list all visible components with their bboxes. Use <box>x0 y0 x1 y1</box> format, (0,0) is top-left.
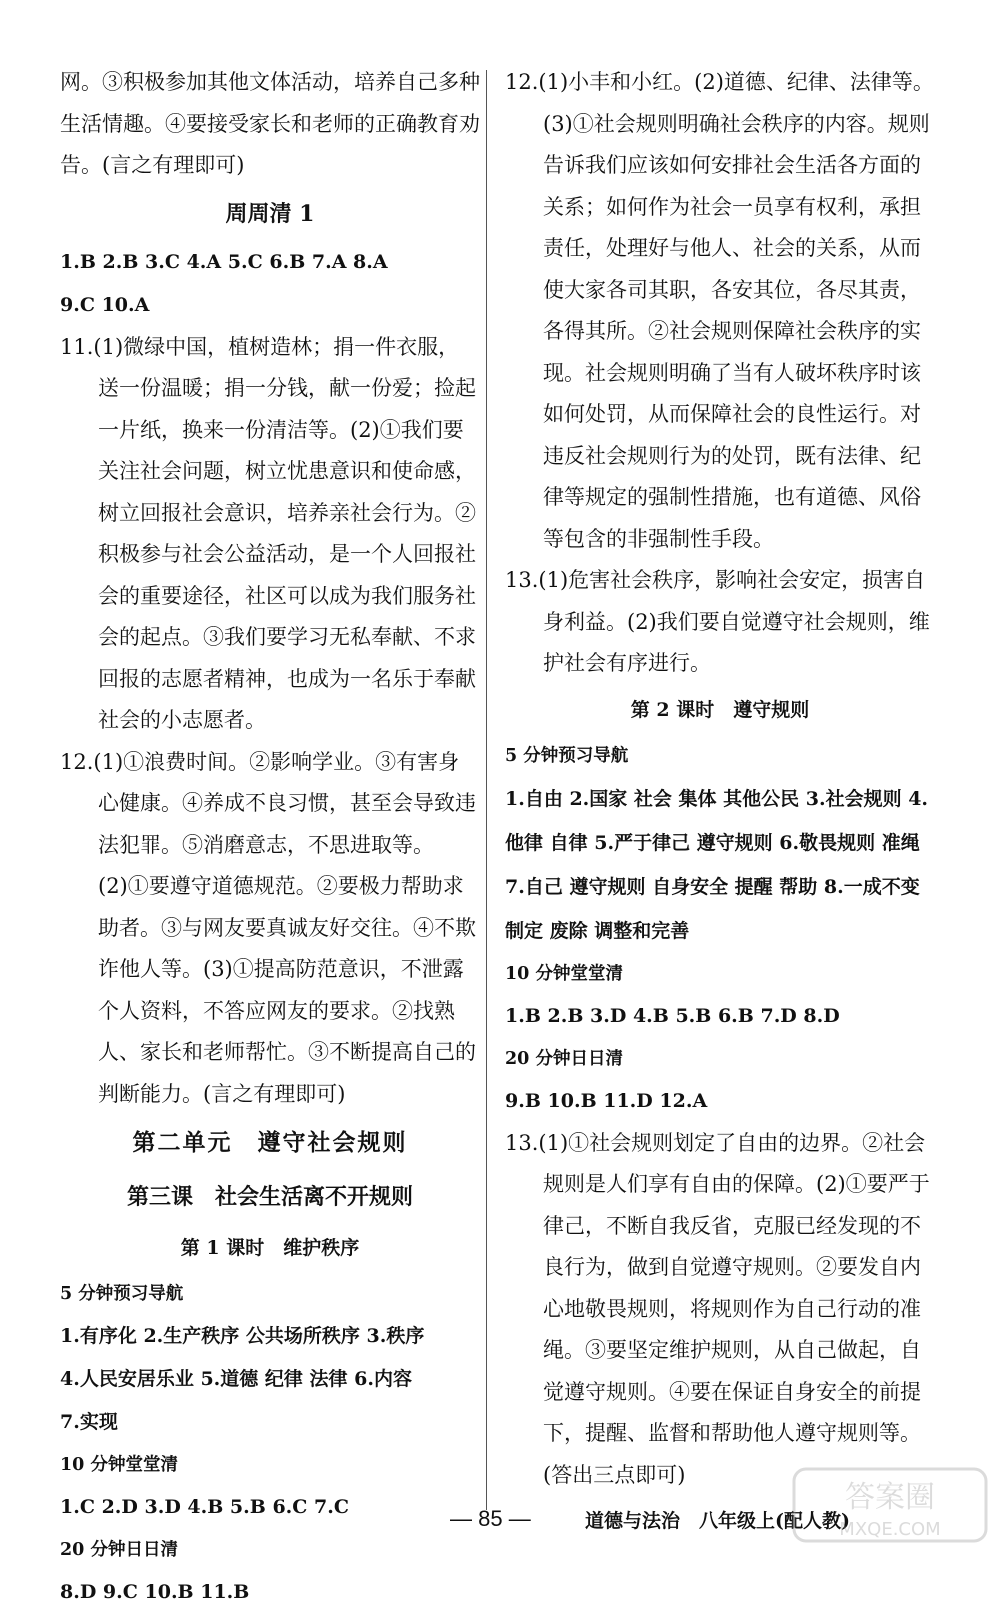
preview-answers: 4.人民安居乐业 5.道德 纪律 法律 6.内容 <box>60 1368 412 1390</box>
unit-title: 第二单元 遵守社会规则 <box>132 1129 408 1156</box>
section-daily: 20 分钟日日清 <box>505 1048 623 1069</box>
class-answers: 1.C 2.D 3.D 4.B 5.B 6.C 7.C <box>60 1496 349 1518</box>
right-column <box>505 62 935 1496</box>
book-subject: 道德与法治 八年级上(配人教) <box>585 1510 850 1532</box>
daily-answers: 8.D 9.C 10.B 11.B <box>60 1581 250 1603</box>
question-11-answer: 11.(1)微绿中国，植树造林；捐一件衣服，送一份温暖；捐一分钱，献一份爱；捡起一片纸，换来一份清洁等。(2)①我们要关注社会问题，树立忧患意识和使命感，树立回报社会意识，培养亲社会行为。②积极参与社会公益活动，是一个人回报社会的重要途径，社区可以成为我们服务社会的起点。③我们要学习无私奉献、不求回报的志愿者精神，也成为一名乐于奉献社会的小志愿者。 <box>60 334 476 732</box>
watermark-logo <box>790 1465 990 1545</box>
lesson-title: 第三课 社会生活离不开规则 <box>126 1184 413 1210</box>
week-review-title: 周周清 1 <box>225 200 315 227</box>
question-12-answer: 12.(1)小丰和小红。(2)道德、纪律、法律等。(3)①社会规则明确社会秩序的内容。规则告诉我们应该如何安排社会生活各方面的关系；如何作为社会一员享有权利，承担责任，处理好与他人、社会的关系，从而使大家各司其职，各安其位，各尽其责，各得其所。②社会规则保障社会秩序的实现。社会规则明确了当有人破坏秩序时该如何处罚，从而保障社会的良性运行。对违反社会规则行为的处罚，既有法律、纪律等规定的强制性措施，也有道德、风俗等包含的非强制性手段。 <box>505 70 934 551</box>
answer-line: 1.B 2.B 3.C 4.A 5.C 6.B 7.A 8.A <box>60 250 388 273</box>
section-preview: 5 分钟预习导航 <box>60 1284 184 1304</box>
class-answers: 1.B 2.B 3.D 4.B 5.B 6.B 7.D 8.D <box>505 1004 840 1027</box>
preview-answers: 7.实现 <box>60 1411 118 1433</box>
preview-answers: 1.自由 2.国家 社会 集体 其他公民 3.社会规则 4.他律 自律 5.严于律己 遵守规则 6.敬畏规则 准绳 7.自己 遵守规则 自身安全 提醒 帮助 8.一成不变 制定 废除 调整和完善 <box>505 787 929 942</box>
section-preview: 5 分钟预习导航 <box>505 745 629 766</box>
answer-line: 9.C 10.A <box>60 293 150 316</box>
paragraph-continuation: 网。③积极参加其他文体活动，培养自己多种生活情趣。④要接受家长和老师的正确教育劝告。(言之有理即可) <box>60 70 480 177</box>
daily-answers: 9.B 10.B 11.D 12.A <box>505 1089 708 1112</box>
column-divider <box>486 70 487 1510</box>
period-title: 第 2 课时 遵守规则 <box>630 698 810 721</box>
watermark-url: MXQE.COM <box>839 1519 941 1540</box>
watermark-text: 答案圈 <box>845 1480 935 1515</box>
question-13-answer: 13.(1)危害社会秩序，影响社会安定，损害自身利益。(2)我们要自觉遵守社会规则，维护社会有序进行。 <box>505 568 930 675</box>
period-title: 第 1 课时 维护秩序 <box>180 1237 360 1259</box>
section-daily: 20 分钟日日清 <box>60 1540 178 1560</box>
left-column <box>60 62 480 1614</box>
question-12-answer: 12.(1)①浪费时间。②影响学业。③有害身心健康。④养成不良习惯，甚至会导致违法犯罪。⑤消磨意志，不思进取等。(2)①要遵守道德规范。②要极力帮助求助者。③与网友要真诚友好交往。④不欺诈他人等。(3)①提高防范意识，不泄露个人资料，不答应网友的要求。②找熟人、家长和老师帮忙。③不断提高自己的判断能力。(言之有理即可) <box>60 749 476 1106</box>
section-class: 10 分钟堂堂清 <box>505 963 623 984</box>
preview-answers: 1.有序化 2.生产秩序 公共场所秩序 3.秩序 <box>60 1325 425 1347</box>
section-class: 10 分钟堂堂清 <box>60 1455 178 1475</box>
page-number: — 85 — <box>450 1506 531 1531</box>
question-13-answer: 13.(1)①社会规则划定了自由的边界。②社会规则是人们享有自由的保障。(2)①要严于律己，不断自我反省，克服已经发现的不良行为，做到自觉遵守规则。②要发自内心地敬畏规则，将规则作为自己行动的准绳。③要坚定维护规则，从自己做起，自觉遵守规则。④要在保证自身安全的前提下，提醒、监督和帮助他人遵守规则等。(答出三点即可) <box>505 1130 930 1487</box>
